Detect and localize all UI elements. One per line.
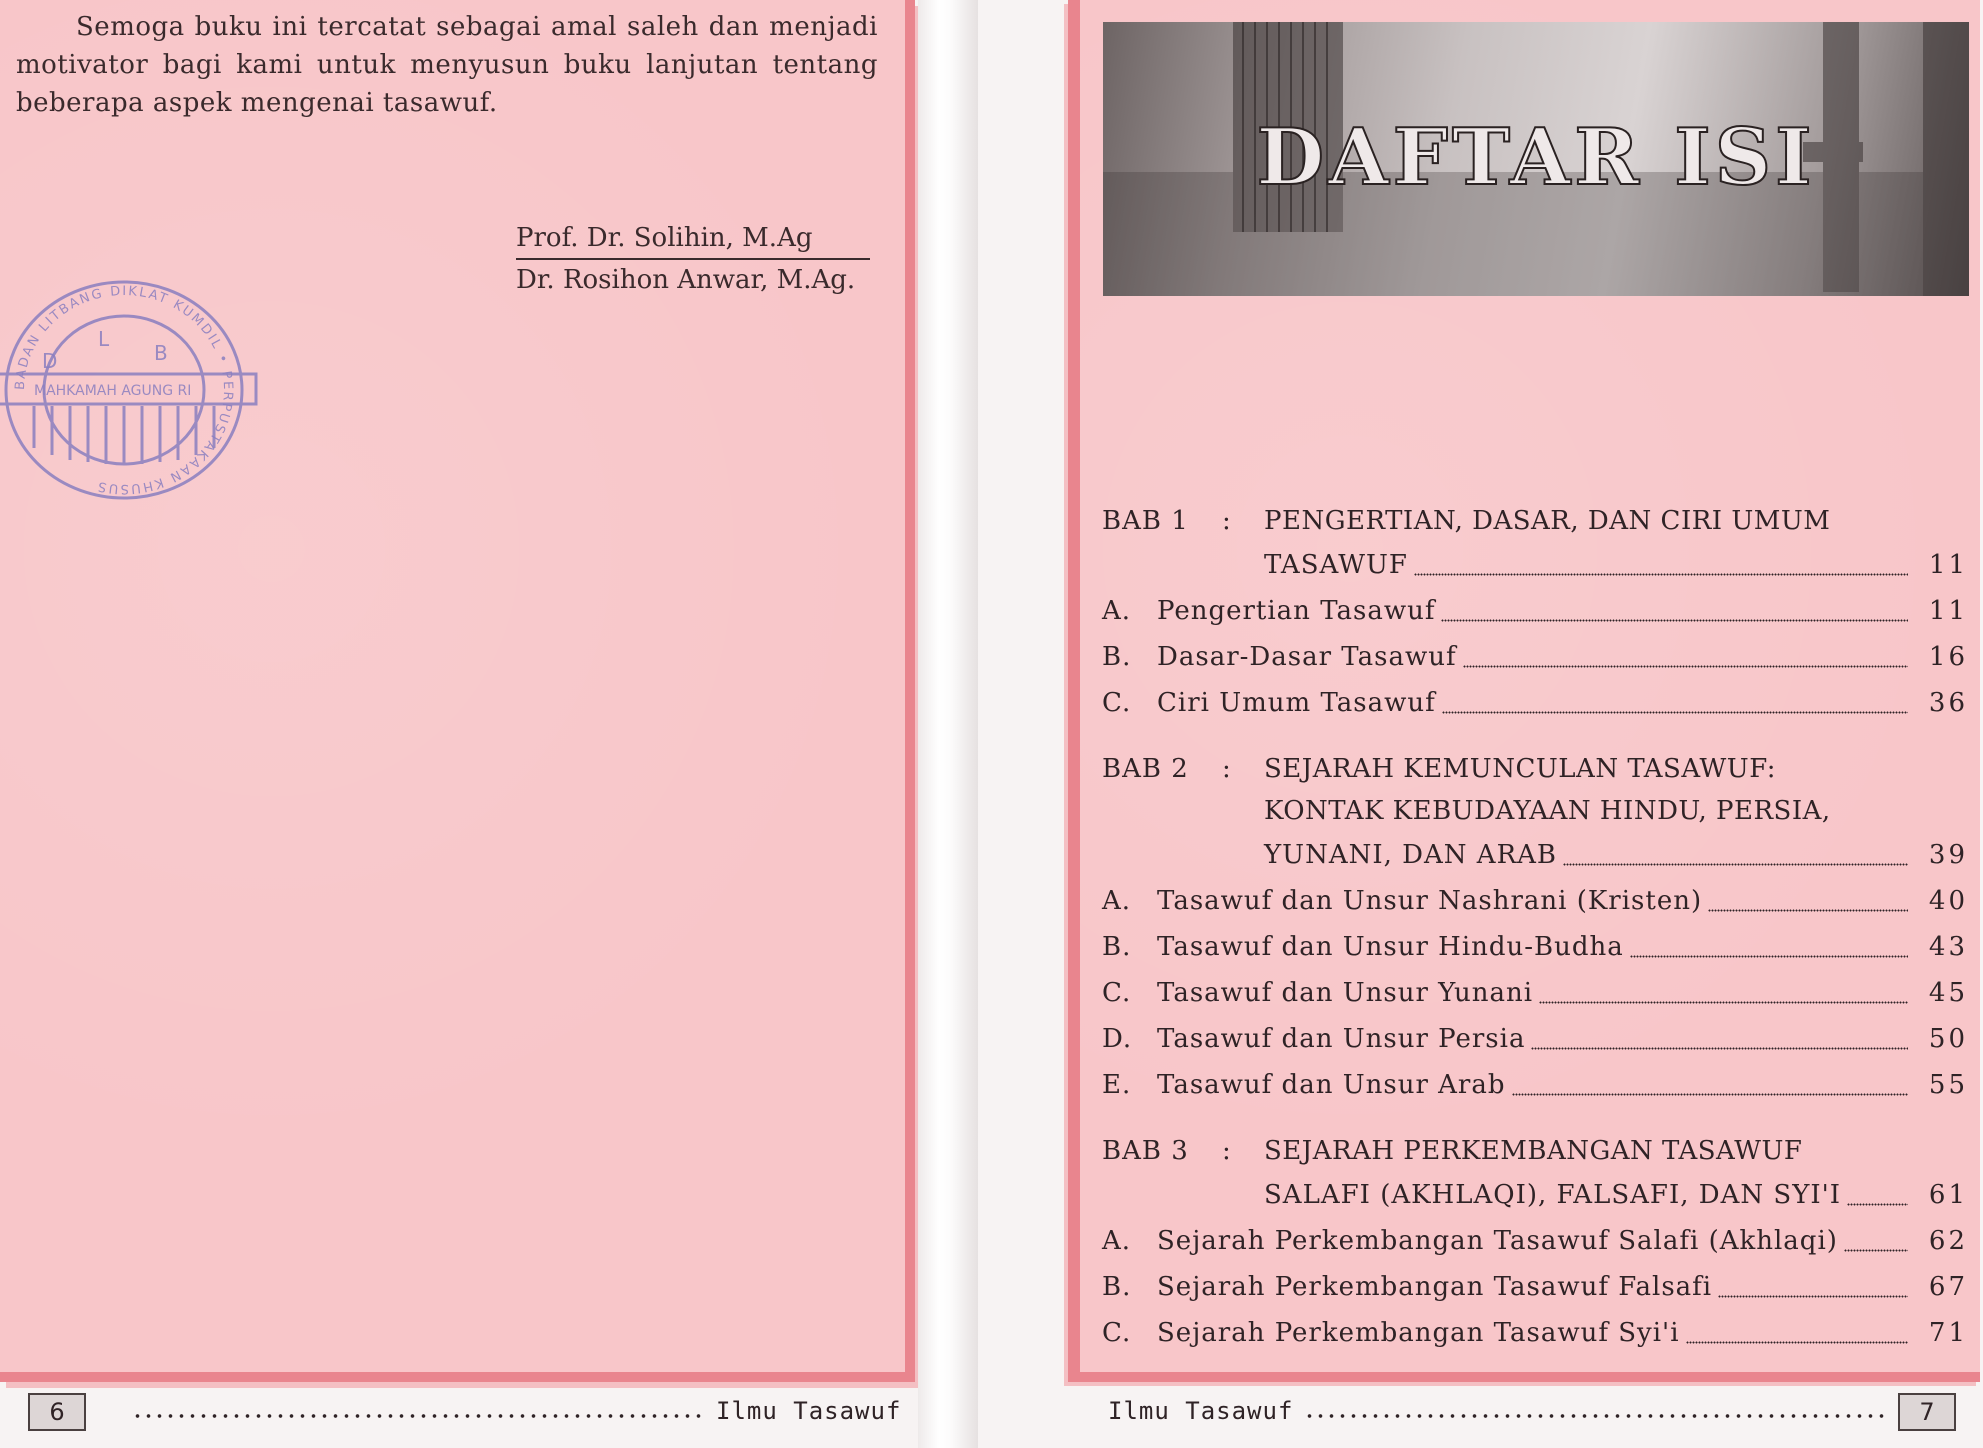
running-title-left: Ilmu Tasawuf xyxy=(716,1397,902,1425)
dot-leader xyxy=(1844,1249,1908,1252)
entry-letter: A. xyxy=(1102,1226,1132,1256)
toc-entry[interactable] xyxy=(1102,634,1968,680)
entry-page: 16 xyxy=(1928,642,1968,672)
toc-entry[interactable] xyxy=(1102,1218,1968,1264)
chapter-title-line: SEJARAH PERKEMBANGAN TASAWUF xyxy=(1264,1136,1803,1166)
entry-label: Dasar-Dasar Tasawuf xyxy=(1157,642,1457,672)
chapter-title-last-row[interactable] xyxy=(1264,542,1968,588)
chapter-title-last: TASAWUF xyxy=(1264,550,1408,580)
book-gutter xyxy=(918,0,978,1448)
chapter-page: 61 xyxy=(1928,1180,1968,1210)
toc-chapter-2 xyxy=(1102,748,1968,878)
entry-page: 67 xyxy=(1928,1272,1968,1302)
dot-leader xyxy=(1539,1001,1908,1004)
chapter-title-line: SEJARAH KEMUNCULAN TASAWUF: xyxy=(1264,754,1777,784)
entry-label: Tasawuf dan Unsur Yunani xyxy=(1157,978,1534,1008)
dot-leader xyxy=(1847,1203,1908,1206)
toc-chapter-3 xyxy=(1102,1130,1968,1218)
chapter-title-line: KONTAK KEBUDAYAAN HINDU, PERSIA, xyxy=(1264,796,1831,826)
stamp-band-text: MAHKAMAH AGUNG RI xyxy=(34,383,192,399)
stamp-outer-text: BADAN LITBANG DIKLAT KUMDIL • PERPUSTAKAAN KHUSUS xyxy=(12,283,236,497)
stamp-letter-b: B xyxy=(154,341,168,365)
stamp-seal-icon xyxy=(0,270,264,510)
library-stamp xyxy=(0,270,264,510)
dot-leader xyxy=(1718,1295,1908,1298)
entry-letter: B. xyxy=(1102,642,1132,672)
toc-entry[interactable] xyxy=(1102,1264,1968,1310)
dot-leader xyxy=(1414,573,1908,576)
toc-entry[interactable] xyxy=(1102,1310,1968,1356)
entry-letter: B. xyxy=(1102,932,1132,962)
entry-letter: A. xyxy=(1102,596,1132,626)
entry-label: Sejarah Perkembangan Tasawuf Salafi (Akhlaqi) xyxy=(1157,1226,1838,1256)
header-image xyxy=(1103,22,1969,296)
entry-page: 40 xyxy=(1928,886,1968,916)
entry-letter: E. xyxy=(1102,1070,1132,1100)
chapter-title-last: SALAFI (AKHLAQI), FALSAFI, DAN SYI'I xyxy=(1264,1180,1842,1210)
entry-letter: C. xyxy=(1102,688,1132,718)
dot-leader xyxy=(1630,955,1908,958)
entry-page: 50 xyxy=(1928,1024,1968,1054)
entry-letter: D. xyxy=(1102,1024,1133,1054)
chapter-number: BAB 2 xyxy=(1102,754,1189,784)
chapter-number: BAB 1 xyxy=(1102,506,1189,536)
entry-page: 71 xyxy=(1928,1318,1968,1348)
dot-leader xyxy=(1463,665,1908,668)
chapter-number: BAB 3 xyxy=(1102,1136,1189,1166)
footer-leader-right xyxy=(1304,1413,1884,1419)
chapter-page: 39 xyxy=(1928,840,1968,870)
header-title: DAFTAR ISI xyxy=(1256,112,1816,203)
author-signature xyxy=(516,218,876,300)
foreword-text: Semoga buku ini tercatat sebagai amal saleh dan menjadi motivator bagi kami untuk menyusun buku lanjutan tentang beberapa aspek mengenai tasawuf. xyxy=(16,12,878,118)
running-title-right: Ilmu Tasawuf xyxy=(1108,1397,1294,1425)
dot-leader xyxy=(1531,1047,1908,1050)
left-footer xyxy=(28,1393,902,1429)
left-page-panel xyxy=(0,0,915,1382)
entry-label: Ciri Umum Tasawuf xyxy=(1157,688,1436,718)
entry-label: Tasawuf dan Unsur Nashrani (Kristen) xyxy=(1157,886,1703,916)
stamp-letter-l: L xyxy=(98,327,110,351)
entry-label: Sejarah Perkembangan Tasawuf Syi'i xyxy=(1157,1318,1680,1348)
entry-label: Tasawuf dan Unsur Hindu-Budha xyxy=(1157,932,1624,962)
author-2: Dr. Rosihon Anwar, M.Ag. xyxy=(516,265,856,295)
toc-entry[interactable] xyxy=(1102,970,1968,1016)
chapter-separator: : xyxy=(1222,506,1231,536)
table-of-contents xyxy=(1102,486,1968,1356)
entry-label: Sejarah Perkembangan Tasawuf Falsafi xyxy=(1157,1272,1713,1302)
chapter-title-last: YUNANI, DAN ARAB xyxy=(1264,840,1558,870)
stamp-letter-d: D xyxy=(42,349,58,373)
right-footer xyxy=(1108,1393,1970,1429)
entry-label: Tasawuf dan Unsur Persia xyxy=(1157,1024,1526,1054)
entry-label: Tasawuf dan Unsur Arab xyxy=(1157,1070,1506,1100)
footer-leader-left xyxy=(132,1413,702,1419)
dot-leader xyxy=(1512,1093,1909,1096)
chapter-title-last-row[interactable] xyxy=(1264,832,1968,878)
page-number-right: 7 xyxy=(1898,1393,1956,1431)
dot-leader xyxy=(1563,863,1908,866)
entry-page: 43 xyxy=(1928,932,1968,962)
chapter-separator: : xyxy=(1222,1136,1231,1166)
page-number-left: 6 xyxy=(28,1393,86,1431)
entry-page: 62 xyxy=(1928,1226,1968,1256)
author-1: Prof. Dr. Solihin, M.Ag xyxy=(516,218,870,260)
chapter-page: 11 xyxy=(1928,550,1968,580)
dot-leader xyxy=(1442,711,1908,714)
entry-letter: C. xyxy=(1102,1318,1132,1348)
toc-entry[interactable] xyxy=(1102,1062,1968,1108)
entry-page: 36 xyxy=(1928,688,1968,718)
dot-leader xyxy=(1441,619,1908,622)
entry-label: Pengertian Tasawuf xyxy=(1157,596,1436,626)
entry-page: 45 xyxy=(1928,978,1968,1008)
entry-page: 11 xyxy=(1928,596,1968,626)
entry-letter: C. xyxy=(1102,978,1132,1008)
toc-chapter-1 xyxy=(1102,500,1968,588)
entry-letter: B. xyxy=(1102,1272,1132,1302)
chapter-title-last-row[interactable] xyxy=(1264,1172,1968,1218)
toc-entry[interactable] xyxy=(1102,588,1968,634)
foreword-paragraph xyxy=(16,8,878,122)
entry-letter: A. xyxy=(1102,886,1132,916)
entry-page: 55 xyxy=(1928,1070,1968,1100)
toc-entry[interactable] xyxy=(1102,680,1968,726)
toc-entry[interactable] xyxy=(1102,878,1968,924)
chapter-title-line: PENGERTIAN, DASAR, DAN CIRI UMUM xyxy=(1264,506,1831,536)
toc-entry[interactable] xyxy=(1102,1016,1968,1062)
chapter-separator: : xyxy=(1222,754,1231,784)
dot-leader xyxy=(1686,1341,1908,1344)
dot-leader xyxy=(1708,909,1908,912)
toc-entry[interactable] xyxy=(1102,924,1968,970)
